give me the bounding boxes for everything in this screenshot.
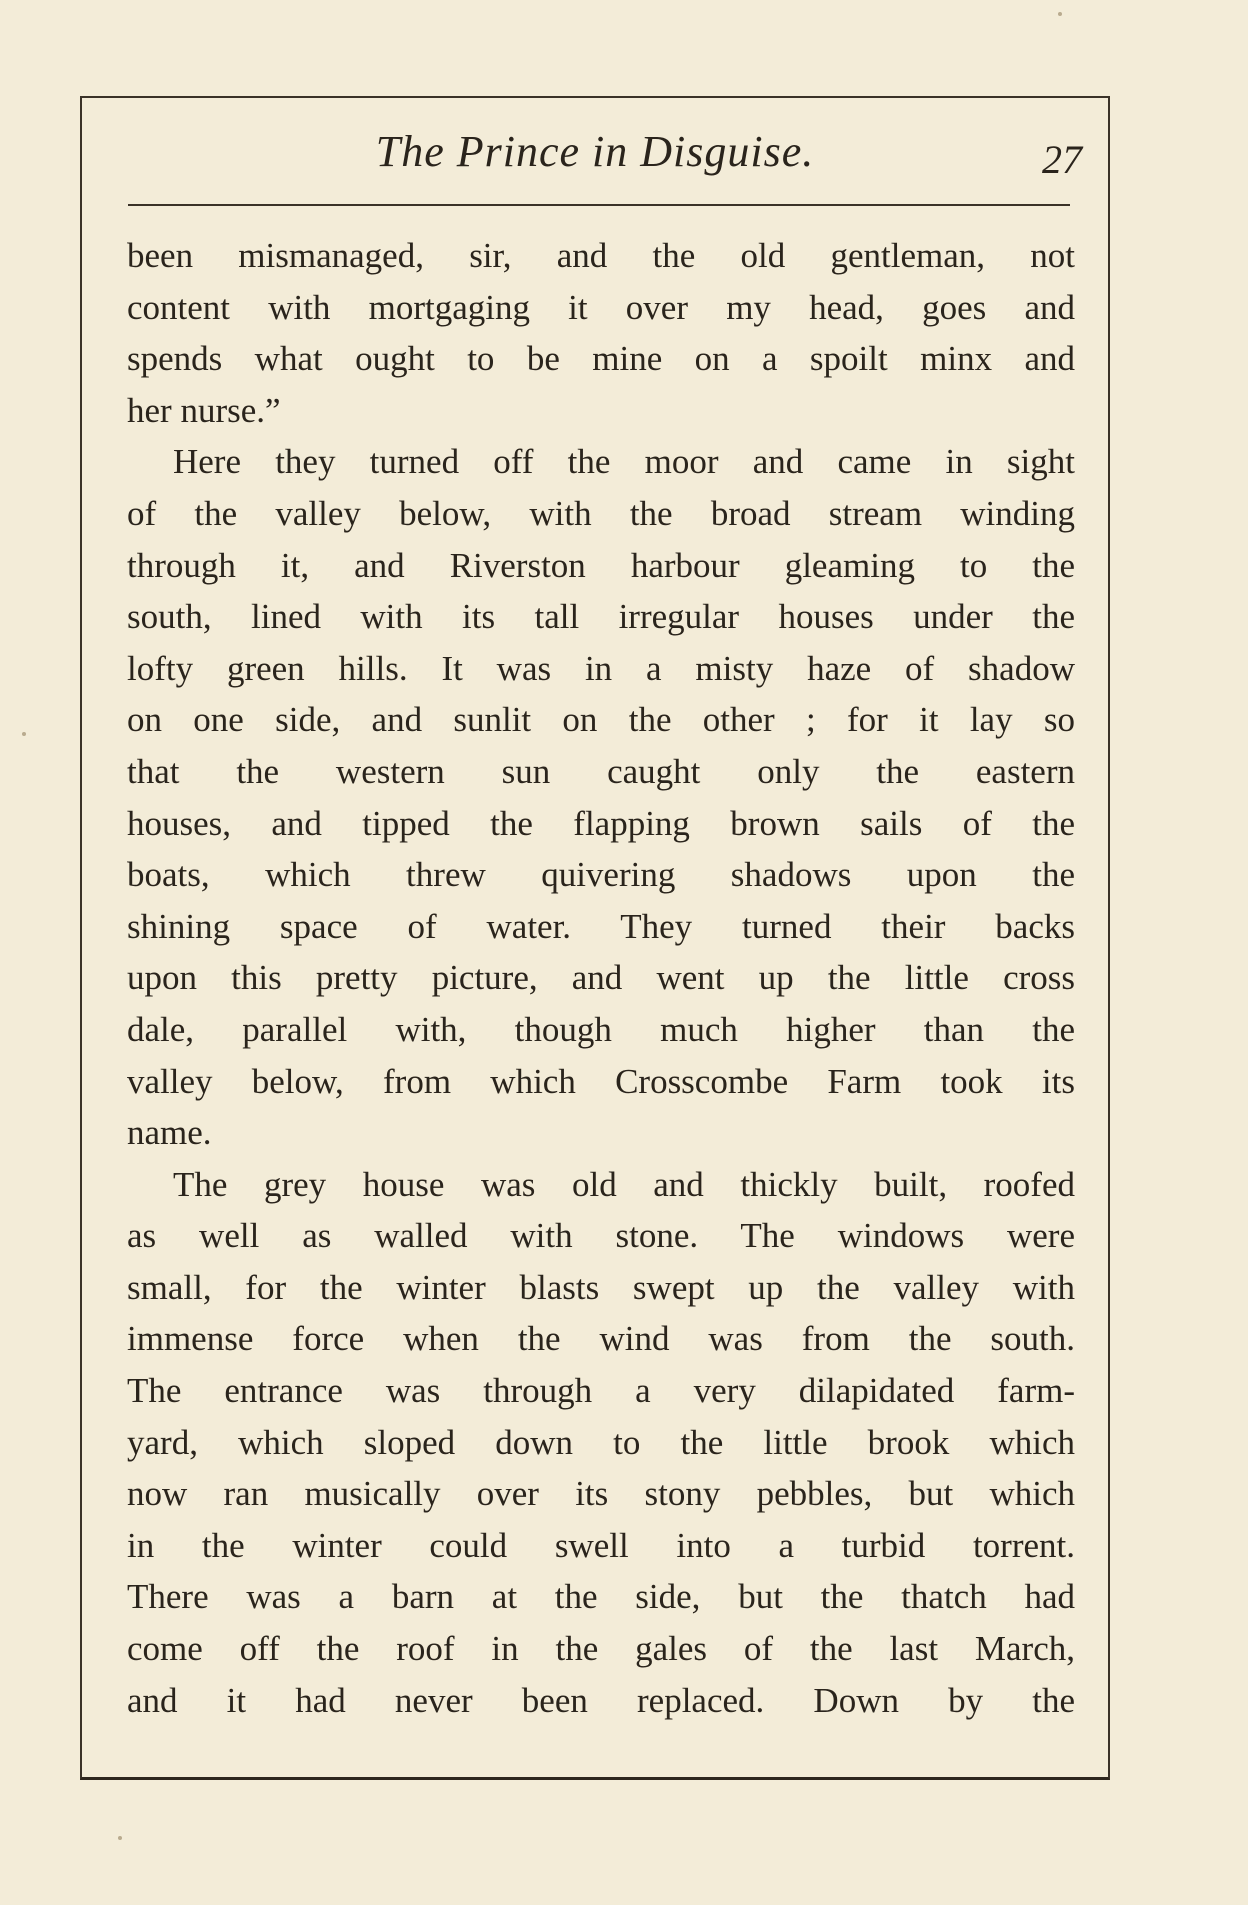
text-line: The entrance was through a very dilapidated farm- [127,1371,1075,1411]
text-line: been mismanaged, sir, and the old gentleman, not [127,236,1075,275]
text-line: on one side, and sunlit on the other ; for it lay so [127,700,1075,740]
text-line: her nurse.” [127,390,281,430]
text-line: now ran musically over its stony pebbles, but which [127,1474,1075,1514]
text-line: in the winter could swell into a turbid torrent. [127,1525,1075,1565]
body-text [127,230,1075,1726]
header-rule [128,204,1070,206]
text-line: small, for the winter blasts swept up the valley with [127,1267,1075,1307]
text-line: content with mortgaging it over my head, goes and [127,287,1075,327]
text-line: yard, which sloped down to the little brook which [127,1422,1075,1462]
text-line: and it had never been replaced. Down by the [127,1680,1075,1720]
paper-speck [118,1836,122,1840]
running-title: The Prince in Disguise. [375,127,815,176]
text-line: The grey house was old and thickly built, roofed [173,1164,1075,1204]
text-line: valley below, from which Crosscombe Farm took its [127,1061,1075,1101]
text-line: dale, parallel with, though much higher than the [127,1009,1075,1049]
text-line: Here they turned off the moor and came in sight [173,442,1075,482]
text-line: that the western sun caught only the eastern [127,751,1075,791]
text-line: immense force when the wind was from the south. [127,1319,1075,1359]
text-line: shining space of water. They turned their backs [127,906,1075,946]
text-line: name. [127,1113,212,1153]
text-line: south, lined with its tall irregular houses under the [127,597,1075,637]
paper-speck [1058,12,1062,16]
page-number: 27 [1042,137,1082,182]
running-head [80,122,1110,182]
text-line: boats, which threw quivering shadows upon the [127,855,1075,895]
text-line: come off the roof in the gales of the last March, [127,1629,1075,1669]
text-line: houses, and tipped the flapping brown sails of the [127,803,1075,843]
text-line: upon this pretty picture, and went up the little cross [127,958,1075,998]
text-line: spends what ought to be mine on a spoilt minx and [127,339,1075,379]
text-line: of the valley below, with the broad stream winding [127,493,1075,533]
text-line: lofty green hills. It was in a misty haze of shadow [127,648,1075,688]
paper-speck [22,732,26,736]
text-line: There was a barn at the side, but the thatch had [127,1577,1075,1617]
text-line: through it, and Riverston harbour gleaming to the [127,545,1075,585]
text-line: as well as walled with stone. The windows were [127,1216,1075,1256]
